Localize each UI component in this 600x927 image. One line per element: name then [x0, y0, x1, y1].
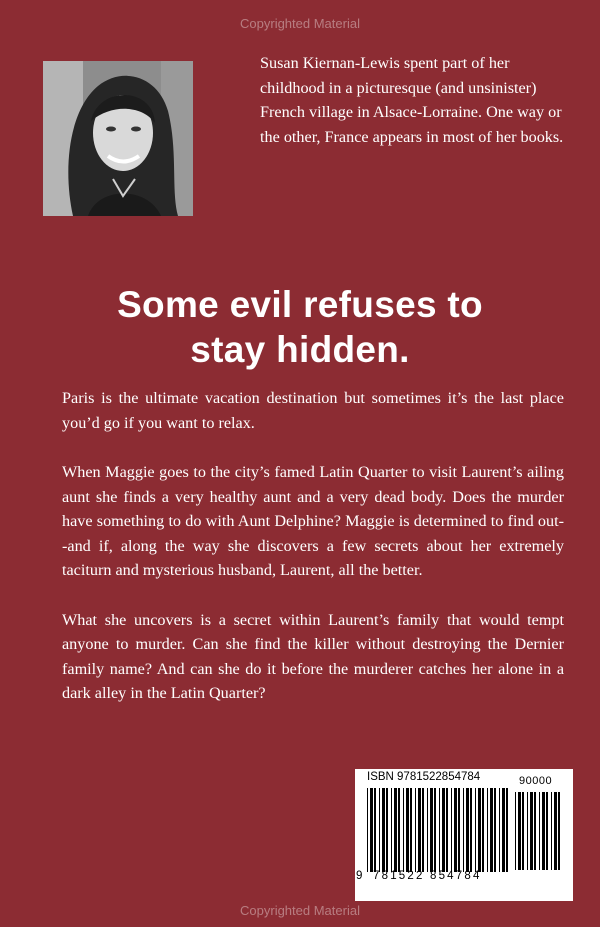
- barcode-bar: [551, 792, 552, 870]
- price-addon-code: 90000: [519, 775, 553, 787]
- barcode-bar: [506, 788, 508, 872]
- watermark-bottom: Copyrighted Material: [240, 903, 360, 918]
- barcode-bar: [518, 792, 521, 870]
- barcode-bar: [370, 788, 373, 872]
- barcode-bar: [379, 788, 380, 872]
- barcode-bar: [534, 792, 536, 870]
- author-bio: Susan Kiernan-Lewis spent part of her childhood in a picturesque (and unsinister) French village in Alsace-Lorraine. One way or the other, France appears in most of her books.: [260, 54, 564, 146]
- barcode-bar: [546, 792, 548, 870]
- tagline-line-2: stay hidden.: [190, 329, 410, 370]
- book-blurb: [62, 386, 564, 731]
- barcode-bar: [398, 788, 400, 872]
- barcode-bar: [439, 788, 440, 872]
- blurb-paragraph-3: What she uncovers is a secret within Laurent’s family that would tempt anyone to murder. Can she find the killer without destroying the Dernier family name? And can she do it before the murderer catches her alone in a dark alley in the Latin Quarter?: [62, 610, 564, 702]
- barcode-lead-digit: 9: [356, 870, 363, 882]
- tagline: [0, 282, 600, 372]
- barcode-bar: [499, 788, 500, 872]
- author-photo: [43, 61, 193, 216]
- barcode-bar: [430, 788, 433, 872]
- barcode-bar: [427, 788, 428, 872]
- barcode-bar: [374, 788, 376, 872]
- barcode-bar: [454, 788, 457, 872]
- barcode-bar: [478, 788, 481, 872]
- barcode-bar: [463, 788, 464, 872]
- barcode-bar: [482, 788, 484, 872]
- watermark-top: Copyrighted Material: [240, 16, 360, 31]
- blurb-paragraph-1: Paris is the ultimate vacation destination but sometimes it’s the last place you’d go if you want to relax.: [62, 389, 564, 432]
- blurb-paragraph-2: When Maggie goes to the city’s famed Latin Quarter to visit Laurent’s ailing aunt she finds a very healthy aunt and a very dead body. Does the murder have something to do with Aunt Delphine? Maggie is determined to find out--and if, along the way she discovers a few secrets about her extremely taciturn and mysterious husband, Laurent, all the better.: [62, 463, 564, 579]
- barcode-bars: [367, 788, 512, 872]
- barcode-bar: [515, 792, 516, 870]
- barcode-bar: [470, 788, 472, 872]
- barcode-bar: [490, 788, 493, 872]
- barcode-bar: [558, 792, 560, 870]
- barcode-bar: [434, 788, 436, 872]
- barcode-digits: 781522 854784: [373, 870, 482, 882]
- barcode-bar: [442, 788, 445, 872]
- author-portrait-image: [43, 61, 193, 216]
- isbn-label: ISBN 9781522854784: [367, 771, 481, 783]
- barcode-bar: [475, 788, 476, 872]
- barcode-bar: [367, 788, 368, 872]
- barcode-bar: [394, 788, 397, 872]
- barcode-bar: [410, 788, 412, 872]
- barcode-bar: [451, 788, 452, 872]
- barcode-bar: [391, 788, 392, 872]
- barcode-bar: [527, 792, 528, 870]
- barcode-bar: [502, 788, 505, 872]
- barcode-bar: [382, 788, 385, 872]
- barcode-bar: [406, 788, 409, 872]
- barcode-bar: [542, 792, 545, 870]
- barcode-bar: [403, 788, 404, 872]
- barcode-bar: [522, 792, 524, 870]
- barcode-bar: [487, 788, 488, 872]
- isbn-barcode: [355, 769, 573, 901]
- barcode-bar: [386, 788, 388, 872]
- barcode-bar: [422, 788, 424, 872]
- barcode-bar: [466, 788, 469, 872]
- barcode-bar: [494, 788, 496, 872]
- addon-barcode-bars: [515, 792, 565, 870]
- barcode-bar: [446, 788, 448, 872]
- tagline-line-1: Some evil refuses to: [117, 284, 483, 325]
- barcode-bar: [539, 792, 540, 870]
- barcode-bar: [554, 792, 557, 870]
- barcode-bar: [458, 788, 460, 872]
- barcode-bar: [415, 788, 416, 872]
- barcode-bar: [418, 788, 421, 872]
- barcode-bar: [530, 792, 533, 870]
